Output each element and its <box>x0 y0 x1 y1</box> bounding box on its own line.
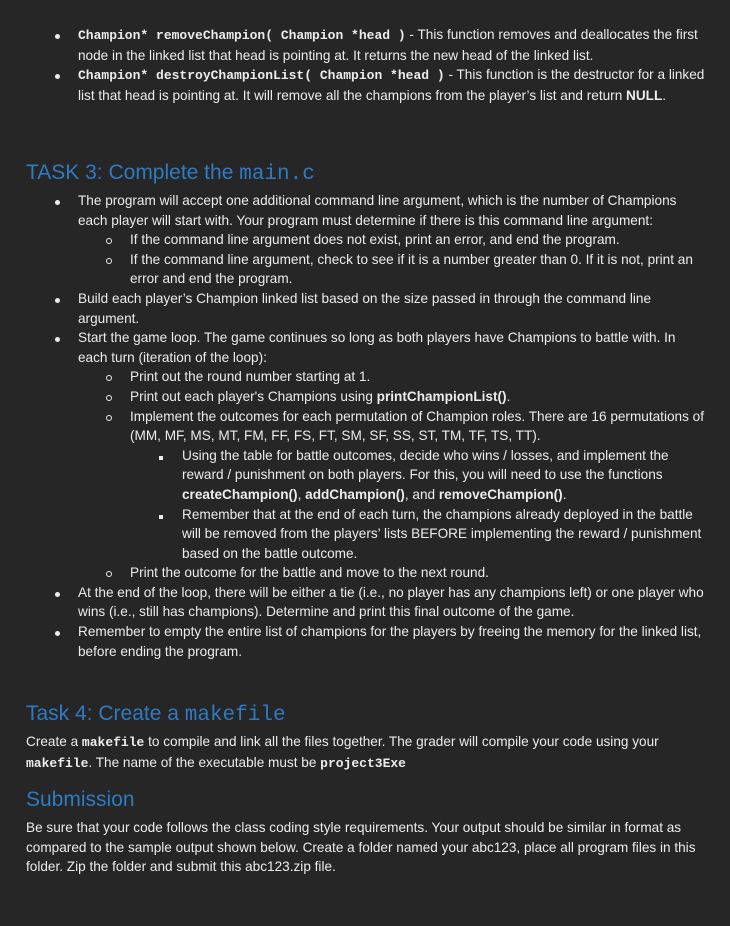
sub-sub-list-item: Using the table for battle outcomes, decide who wins / losses, and implement the reward / punishment on both players. For this, you will need to use the functions createChampion(), addChampion(), and removeChampion(). <box>0 446 730 505</box>
bullet-icon <box>52 622 62 642</box>
bullet-icon <box>52 583 62 603</box>
list-item: At the end of the loop, there will be either a tie (i.e., no player has any champions left) or one player who wins (i.e., still has champions). Determine and print this final outcome of the game. <box>0 583 730 622</box>
sub-list-item: Print out each player's Champions using printChampionList(). <box>0 387 730 407</box>
list-item-destroy-champion-list: Champion* destroyChampionList( Champion *head ) - This function is the destructor for a linked list that head is pointing at. It will remove all the champions from the player’s list and return NULL. <box>0 65 730 105</box>
submission-heading: Submission <box>26 788 135 811</box>
circle-bullet-icon <box>104 407 114 427</box>
circle-bullet-icon <box>104 230 114 250</box>
circle-bullet-icon <box>104 563 114 583</box>
list-item: Build each player’s Champion linked list based on the size passed in through the command line argument. <box>0 289 730 328</box>
sub-list-item: If the command line argument does not exist, print an error, and end the program. <box>0 230 730 250</box>
list-item: Start the game loop. The game continues so long as both players have Champions to battle with. In each turn (iteration of the loop): <box>0 328 730 367</box>
list-item-remove-champion: Champion* removeChampion( Champion *head ) - This function removes and deallocates the first node in the linked list that head is pointing at. It returns the new head of the linked list. <box>0 25 730 65</box>
square-bullet-icon <box>155 446 165 466</box>
sub-list-item: If the command line argument, check to see if it is a number greater than 0. If it is not, print an error and end the program. <box>0 250 730 289</box>
circle-bullet-icon <box>104 387 114 407</box>
circle-bullet-icon <box>104 250 114 270</box>
square-bullet-icon <box>155 505 165 525</box>
sub-sub-list-item: Remember that at the end of each turn, the champions already deployed in the battle will be removed from the players’ lists BEFORE implementing the reward / punishment based on the battle outcome. <box>0 505 730 564</box>
code-signature: Champion* removeChampion( Champion *head ) <box>78 28 406 43</box>
sub-list-item: Implement the outcomes for each permutation of Champion roles. There are 16 permutations of (MM, MF, MS, MT, FM, FF, FS, FT, SM, SF, SS, ST, TM, TF, TS, TT). <box>0 407 730 446</box>
code-signature: Champion* destroyChampionList( Champion *head ) <box>78 68 445 84</box>
sub-list-item: Print the outcome for the battle and move to the next round. <box>0 563 730 583</box>
circle-bullet-icon <box>104 367 114 387</box>
list-item: The program will accept one additional command line argument, which is the number of Champions each player will start with. Your program must determine if there is this command line argument: <box>0 191 730 230</box>
task3-list <box>0 191 730 661</box>
bullet-icon <box>52 25 62 45</box>
bullet-icon <box>52 65 62 85</box>
function-list <box>0 25 730 105</box>
submission-paragraph: Be sure that your code follows the class coding style requirements. Your output should be similar in format as compared to the sample output shown below. Create a folder named your abc123, place all program files in this folder. Zip the folder and submit this abc123.zip file. <box>26 820 696 875</box>
task4-heading: Task 4: Create a makefile <box>26 702 286 727</box>
sub-list-item: Print out the round number starting at 1. <box>0 367 730 387</box>
list-item: Remember to empty the entire list of champions for the players by freeing the memory for the linked list, before ending the program. <box>0 622 730 661</box>
bullet-icon <box>52 191 62 211</box>
task4-paragraph: Create a makefile to compile and link all the files together. The grader will compile your code using your makefile. The name of the executable must be project3Exe <box>26 734 659 771</box>
bullet-icon <box>52 328 62 348</box>
task3-heading: TASK 3: Complete the main.c <box>26 161 315 186</box>
bullet-icon <box>52 289 62 309</box>
